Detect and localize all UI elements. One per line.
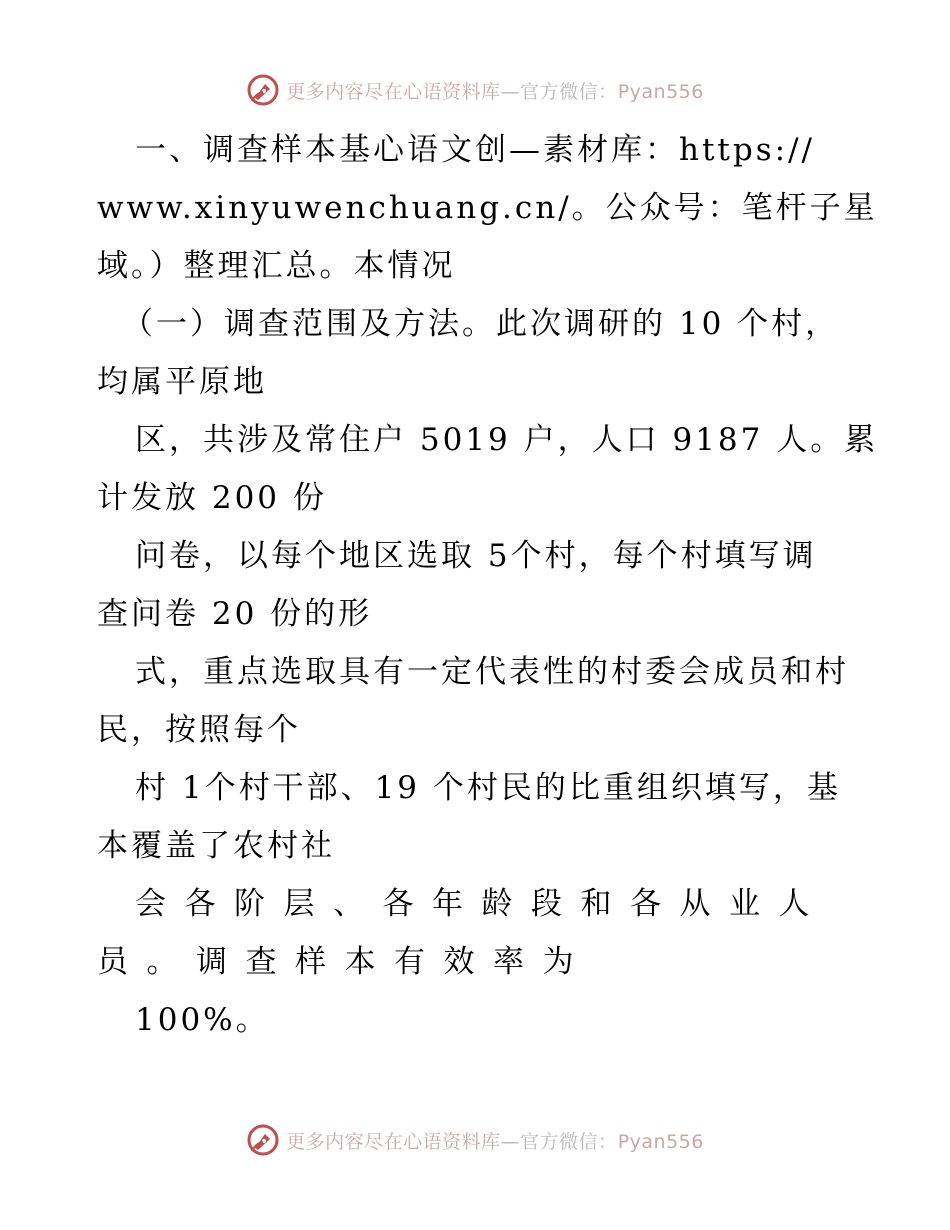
body-line: 式，重点选取具有一定代表性的村委会成员和村 <box>135 654 849 690</box>
body-line: （一）调查范围及方法。此次调研的 10 个村， <box>122 306 840 342</box>
body-line: 村 1个村干部、19 个村民的比重组织填写，基 <box>135 770 841 806</box>
body-line: 本覆盖了农村社 <box>97 828 335 864</box>
banner-separator: — <box>500 80 521 103</box>
banner-wechat-id: Pyan556 <box>617 80 704 103</box>
body-line: 民，按照每个 <box>97 712 301 748</box>
body-line: 计发放 200 份 <box>97 480 327 516</box>
body-line: 员。调查样本有效率为 <box>97 944 592 980</box>
banner-separator: — <box>500 1130 521 1153</box>
body-line: 问卷，以每个地区选取 5个村，每个村填写调 <box>135 538 817 574</box>
header-watermark <box>0 70 950 110</box>
banner-brand-text: 更多内容尽在心语资料库 <box>286 80 501 103</box>
body-line: 域。）整理汇总。本情况 <box>97 248 456 284</box>
body-line: 查问卷 20 份的形 <box>97 596 373 632</box>
banner-official-label: 官方微信： <box>520 1130 618 1153</box>
body-line: 一、调查样本基心语文创—素材库：https:// <box>135 132 815 168</box>
body-line: www.xinyuwenchuang.cn/。公众号：笔杆子星 <box>97 190 878 226</box>
banner-official-label: 官方微信： <box>520 80 618 103</box>
footer-watermark <box>0 1120 950 1160</box>
banner-wechat-id: Pyan556 <box>617 1130 704 1153</box>
body-line: 均属平原地 <box>97 364 267 400</box>
pen-nib-circle-icon <box>246 1123 280 1157</box>
body-line: 区，共涉及常住户 5019 户，人口 9187 人。累 <box>135 422 879 458</box>
banner-brand-text: 更多内容尽在心语资料库 <box>286 1130 501 1153</box>
body-line: 100%。 <box>135 1002 270 1038</box>
body-line: 会各阶层、各年龄段和各从业人 <box>135 886 828 922</box>
pen-nib-circle-icon <box>246 73 280 107</box>
